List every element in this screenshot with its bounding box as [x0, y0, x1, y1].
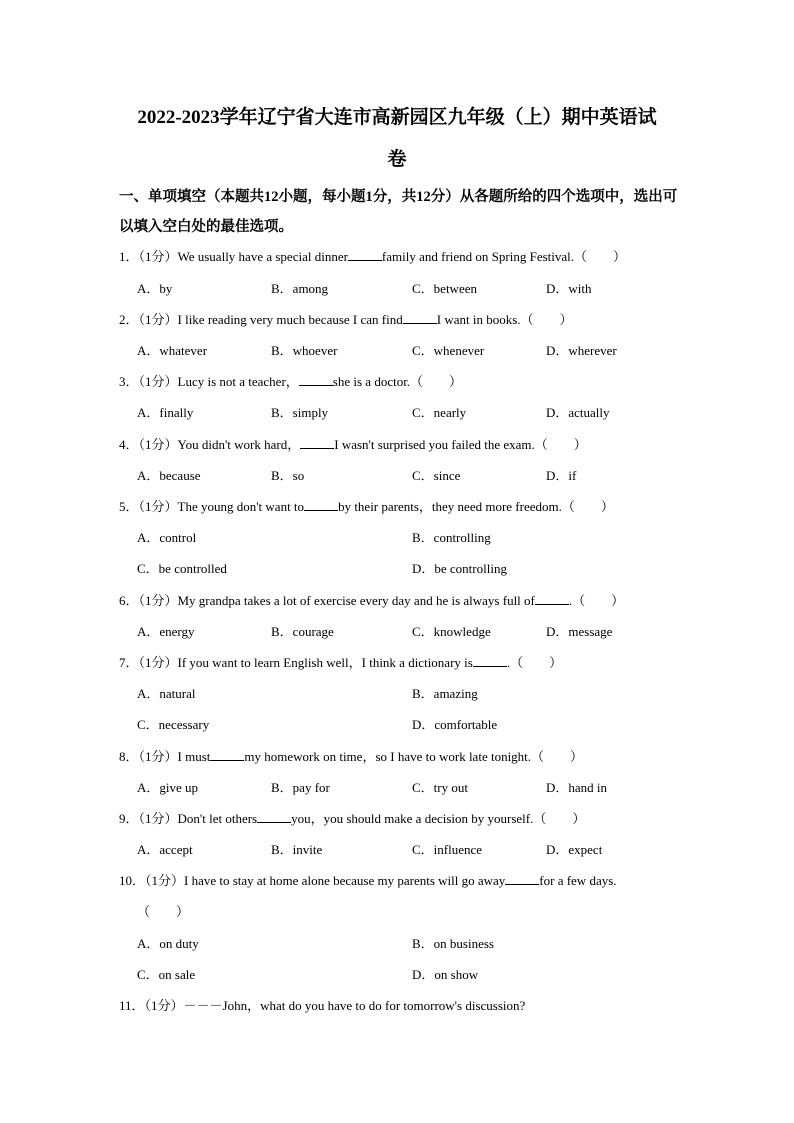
option-c[interactable]: C．between: [412, 281, 477, 296]
question-text-end: .（ ）: [506, 655, 563, 670]
question-10: [119, 872, 617, 890]
answer-blank: [257, 810, 291, 823]
option-c[interactable]: C．on sale: [137, 967, 196, 982]
question-text: 7．（1分）If you want to learn English well，I think a dictionary is: [119, 655, 473, 670]
question-text: 4．（1分）You didn't work hard，: [119, 437, 301, 452]
option-b[interactable]: B．so: [271, 468, 305, 483]
answer-blank: [473, 654, 507, 667]
option-d[interactable]: D．message: [546, 624, 613, 639]
question-text-end: .（ ）: [568, 593, 625, 608]
option-d[interactable]: D．with: [546, 281, 592, 296]
option-a[interactable]: A．whatever: [137, 343, 208, 358]
question-10-paren: （ ）: [137, 904, 190, 919]
question-text: 2．（1分）I like reading very much because I can find: [119, 312, 403, 327]
question-7: [119, 654, 562, 672]
question-text-end: I wasn't surprised you failed the exam.（ ）: [334, 437, 587, 452]
option-a[interactable]: A．control: [137, 530, 197, 545]
answer-blank: [304, 498, 338, 511]
answer-blank: [210, 748, 244, 761]
option-c[interactable]: C．knowledge: [412, 624, 491, 639]
question-text-end: she is a doctor.（ ）: [332, 374, 463, 389]
option-d[interactable]: D．hand in: [546, 780, 608, 795]
option-c[interactable]: C．try out: [412, 780, 468, 795]
option-c[interactable]: C．influence: [412, 842, 483, 857]
option-a[interactable]: A．on duty: [137, 936, 199, 951]
option-a[interactable]: A．by: [137, 281, 173, 296]
option-d[interactable]: D．if: [546, 468, 577, 483]
option-d[interactable]: D．comfortable: [412, 717, 498, 732]
option-a[interactable]: A．because: [137, 468, 201, 483]
question-text-end: my homework on time，so I have to work late tonight.（ ）: [244, 749, 584, 764]
answer-blank: [299, 373, 333, 386]
question-4: [119, 436, 587, 454]
option-d[interactable]: D．expect: [546, 842, 603, 857]
option-d[interactable]: D．be controlling: [412, 561, 507, 576]
option-d[interactable]: D．actually: [546, 405, 610, 420]
question-text-end: I want in books.（ ）: [436, 312, 573, 327]
option-a[interactable]: A．give up: [137, 780, 199, 795]
answer-blank: [403, 311, 437, 324]
option-c[interactable]: C．nearly: [412, 405, 467, 420]
question-text: 10．（1分）I have to stay at home alone because my parents will go away: [119, 873, 506, 888]
option-c[interactable]: C．since: [412, 468, 461, 483]
option-b[interactable]: B．on business: [412, 936, 494, 951]
option-d[interactable]: D．wherever: [546, 343, 617, 358]
option-b[interactable]: B．courage: [271, 624, 334, 639]
question-3: [119, 373, 462, 391]
page-title: 2022-2023学年辽宁省大连市高新园区九年级（上）期中英语试: [137, 107, 657, 128]
option-b[interactable]: B．among: [271, 281, 329, 296]
question-2: [119, 311, 573, 329]
question-text-end: for a few days.: [539, 873, 617, 888]
option-b[interactable]: B．amazing: [412, 686, 478, 701]
question-text-end: family and friend on Spring Festival.（ ）: [381, 249, 627, 264]
question-5: [119, 498, 614, 516]
question-text: 6．（1分）My grandpa takes a lot of exercise every day and he is always full of: [119, 593, 535, 608]
answer-blank: [505, 872, 539, 885]
question-1: [119, 248, 626, 266]
page-title-continued: 卷: [387, 149, 407, 170]
option-c[interactable]: C．necessary: [137, 717, 210, 732]
question-9: [119, 810, 585, 828]
option-a[interactable]: A．finally: [137, 405, 194, 420]
question-text: 5．（1分）The young don't want to: [119, 499, 305, 514]
question-text: 8．（1分）I must: [119, 749, 211, 764]
option-c[interactable]: C．whenever: [412, 343, 485, 358]
question-6: [119, 592, 624, 610]
option-a[interactable]: A．natural: [137, 686, 196, 701]
option-b[interactable]: B．simply: [271, 405, 329, 420]
option-d[interactable]: D．on show: [412, 967, 479, 982]
option-a[interactable]: A．energy: [137, 624, 195, 639]
option-b[interactable]: B．invite: [271, 842, 323, 857]
option-b[interactable]: B．pay for: [271, 780, 330, 795]
answer-blank: [535, 592, 569, 605]
question-text: 3．（1分）Lucy is not a teacher，: [119, 374, 299, 389]
option-a[interactable]: A．accept: [137, 842, 193, 857]
question-text: 11．（1分）－－－John，what do you have to do for tomorrow's discussion?: [119, 998, 526, 1013]
section-heading: 一、单项填空（本题共12小题，每小题1分，共12分）从各题所给的四个选项中，选出可以填入空白处的最佳选项。: [119, 189, 678, 235]
option-c[interactable]: C．be controlled: [137, 561, 227, 576]
answer-blank: [348, 248, 382, 261]
question-text: 9．（1分）Don't let others: [119, 811, 258, 826]
question-text: 1．（1分）We usually have a special dinner: [119, 249, 348, 264]
option-b[interactable]: B．whoever: [271, 343, 338, 358]
question-text-end: you，you should make a decision by yourself.（ ）: [291, 811, 586, 826]
answer-blank: [300, 436, 334, 449]
question-8: [119, 748, 583, 766]
question-11: [119, 997, 525, 1015]
question-text-end: by their parents，they need more freedom.（ ）: [338, 499, 614, 514]
option-b[interactable]: B．controlling: [412, 530, 491, 545]
